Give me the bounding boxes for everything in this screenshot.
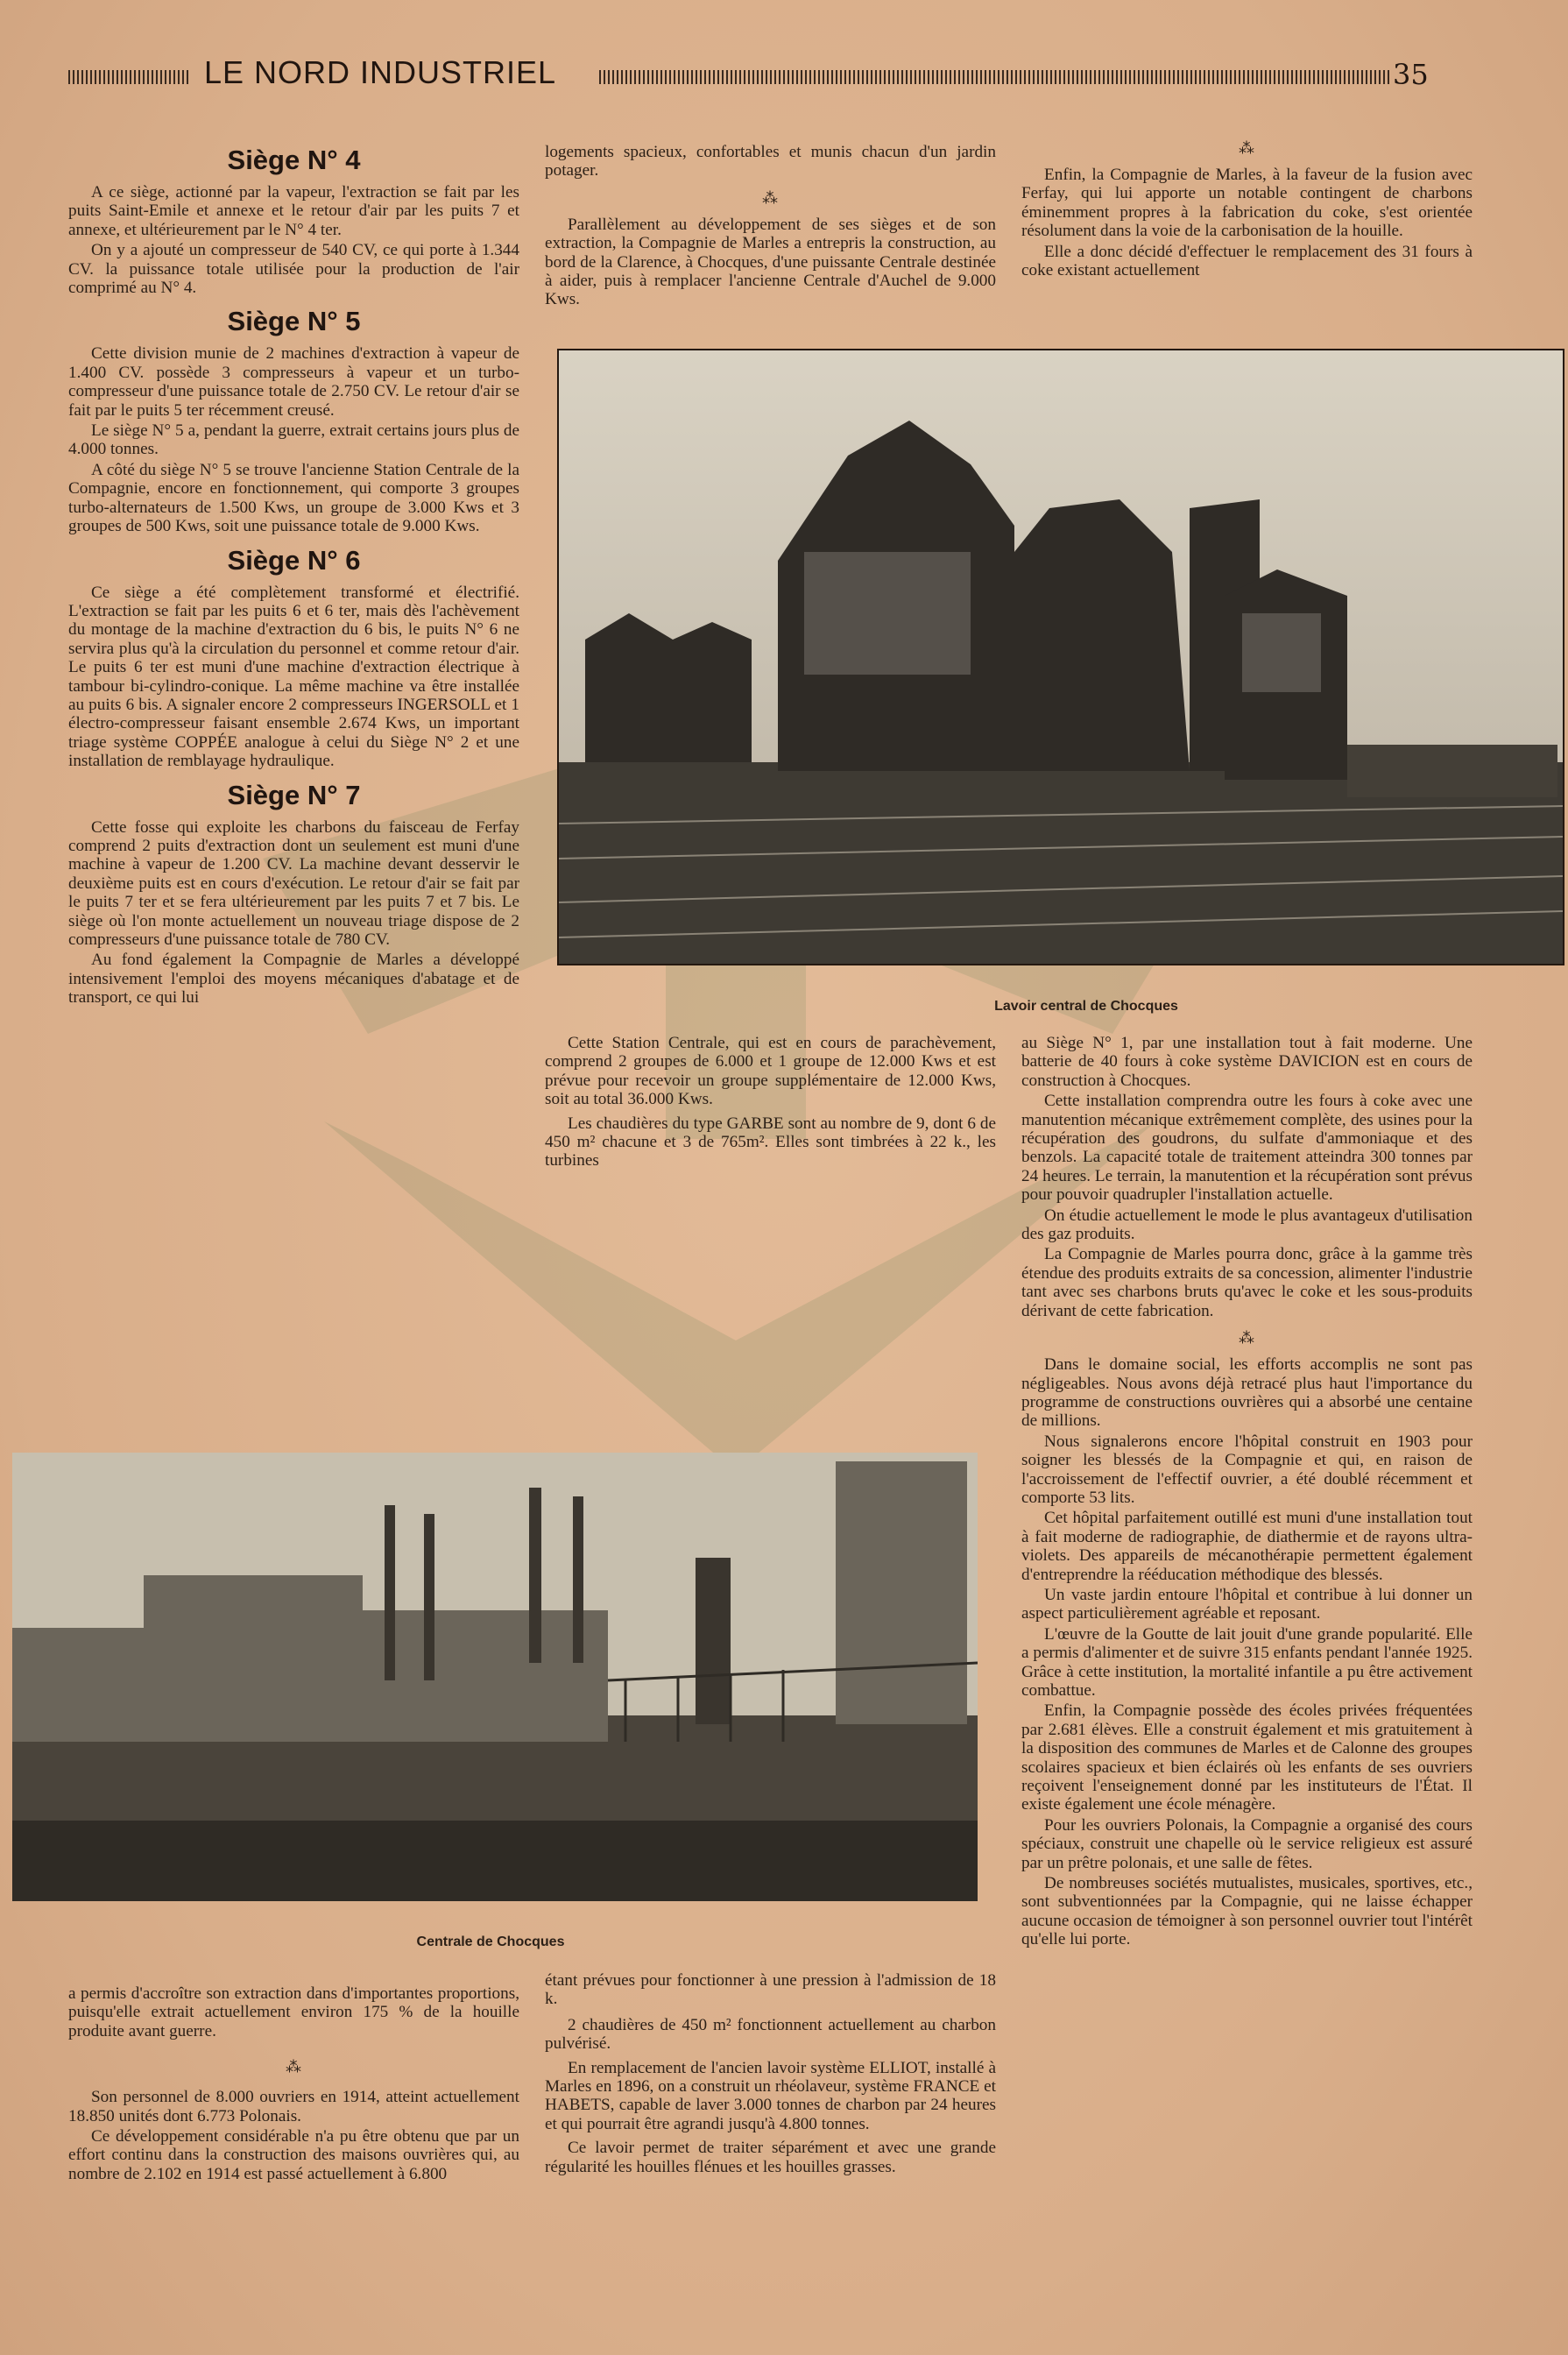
paragraph: Pour les ouvriers Polonais, la Compagnie a organisé des cours spéciaux, construit une chapelle où le service religieux est assuré par un prêtre polonais, et une salle de fêtes.	[1021, 1815, 1473, 1872]
paragraph: La Compagnie de Marles pourra donc, grâce à la gamme très étendue des produits extraits de sa concession, alimenter l'industrie tant avec ses charbons bruts qu'avec le coke et les sous-produits dérivant de cette fabrication.	[1021, 1245, 1473, 1320]
column-left-low	[68, 1984, 519, 2183]
paragraph: Au fond également la Compagnie de Marles a développé intensivement l'emploi des moyens mécaniques d'abatage et de transport, ce qui lui	[68, 951, 519, 1008]
column-middle-mid	[545, 1034, 996, 1170]
paragraph: logements spacieux, confortables et munis chacun d'un jardin potager.	[545, 143, 996, 180]
column-right-top	[1021, 139, 1473, 280]
separator-asterism: ⁂	[762, 188, 779, 207]
paragraph: Ce développement considérable n'a pu être obtenu que par un effort continu dans la construction des maisons ouvrières qui, au nombre de 2.102 en 1914 est passé actuellement à 6.800	[68, 2127, 519, 2183]
photo-caption: Lavoir central de Chocques	[994, 999, 1178, 1014]
paragraph: A côté du siège N° 5 se trouve l'ancienne Station Centrale de la Compagnie, encore en fonctionnement, qui comporte 3 groupes turbo-alternateurs de 1.500 Kws, un groupe de 3.000 Kws et 3 groupes de 500 Kws, soit une puissance totale de 9.000 Kws.	[68, 460, 519, 536]
separator-asterism: ⁂	[1239, 1329, 1255, 1347]
paragraph: Cette installation comprendra outre les fours à coke avec une manutention mécanique extrêmement complète, des usines pour la récupération des goudrons, du sulfate d'ammoniaque et des benzols. La capacité totale de traitement atteindra 300 tonnes par 24 heures. Le terrain, la manutention et la récupération sont prévus pour pouvoir quadrupler l'installation actuelle.	[1021, 1092, 1473, 1205]
heading-siege-4: Siège N° 4	[227, 145, 361, 175]
paragraph: En remplacement de l'ancien lavoir système ELLIOT, installé à Marles en 1896, on a construit un rhéolaveur, système FRANCE et HABETS, capable de laver 3.000 tonnes de charbon par 24 heures et qui pourrait être agrandi jusqu'à 4.800 tonnes.	[545, 2058, 996, 2133]
paragraph: Ce siège a été complètement transformé et électrifié. L'extraction se fait par les puits 6 et 6 ter, mais dès l'achèvement du montage de la machine d'extraction du 6 bis, le puits N° 6 ne servira plus qu'à la circulation du personnel et comme retour d'air. Le puits 6 ter est muni d'une machine d'extraction électrique à tambour bi-cylindro-conique. La même machine va être installée au puits 6 bis. A signaler encore 2 compresseurs INGERSOLL et 1 électro-compresseur faisant ensemble 2.674 Kws, un important triage système COPPÉE analogue à celui du Siège N° 2 et une installation de remblayage hydraulique.	[68, 583, 519, 771]
paragraph: a permis d'accroître son extraction dans d'importantes proportions, puisqu'elle extrait actuellement environ 175 % de la houille produite avant guerre.	[68, 1984, 519, 2040]
header-rule-right	[599, 70, 1391, 84]
paragraph: Les chaudières du type GARBE sont au nombre de 9, dont 6 de 450 m² chacune et 3 de 765m². Elles sont timbrées à 22 k., les turbines	[545, 1114, 996, 1170]
paragraph: On y a ajouté un compresseur de 540 CV, ce qui porte à 1.344 CV. la puissance totale utilisée pour la production de l'air comprimé au N° 4.	[68, 241, 519, 298]
paragraph: On étudie actuellement le mode le plus avantageux d'utilisation des gaz produits.	[1021, 1206, 1473, 1244]
paragraph: Nous signalerons encore l'hôpital construit en 1903 pour soigner les blessés de la Compagnie et qui, en raison de l'accroissement de l'effectif ouvrier, a été doublé récemment et comporte 53 lits.	[1021, 1432, 1473, 1507]
paragraph: De nombreuses sociétés mutualistes, musicales, sportives, etc., sont subventionnées par la Compagnie, qui ne laisse échapper aucune occasion de témoigner à son personnel ouvrier tout l'intérêt qu'elle lui porte.	[1021, 1874, 1473, 1949]
paragraph: Ce lavoir permet de traiter séparément et avec une grande régularité les houilles flénues et les houilles grasses.	[545, 2139, 996, 2176]
journal-title: LE NORD INDUSTRIEL	[204, 54, 557, 90]
paragraph: Parallèlement au développement de ses sièges et de son extraction, la Compagnie de Marles a entrepris la construction, au bord de la Clarence, à Chocques, d'une puissante Centrale destinée à aider, puis à remplacer l'ancienne Centrale d'Auchel de 9.000 Kws.	[545, 215, 996, 309]
paragraph: Cet hôpital parfaitement outillé est muni d'une installation tout à fait moderne de radiographie, de diathermie et de rayons ultra-violets. Des appareils de mécanothérapie permettent également d'entreprendre la rééducation méthodique des blessés.	[1021, 1509, 1473, 1584]
paragraph: Le siège N° 5 a, pendant la guerre, extrait certains jours plus de 4.000 tonnes.	[68, 421, 519, 459]
paragraph: A ce siège, actionné par la vapeur, l'extraction se fait par les puits Saint-Emile et annexe et le retour d'air par les puits 7 et annexe, et ultérieurement par le N° 4 ter.	[68, 183, 519, 239]
column-middle-low	[545, 1971, 996, 2176]
paragraph: Cette Station Centrale, qui est en cours de parachèvement, comprend 2 groupes de 6.000 et 1 groupe de 12.000 Kws et est prévue pour recevoir un groupe supplémentaire de 12.000 Kws, soit au total 36.000 Kws.	[545, 1034, 996, 1109]
heading-siege-7: Siège N° 7	[227, 779, 361, 810]
paragraph: Elle a donc décidé d'effectuer le remplacement des 31 fours à coke existant actuellement	[1021, 242, 1473, 280]
paragraph: Un vaste jardin entoure l'hôpital et contribue à lui donner un aspect particulièrement agréable et reposant.	[1021, 1585, 1473, 1623]
header-rule-left	[68, 70, 189, 84]
photo-centrale-chocques	[12, 1453, 978, 1901]
photo-lavoir-central	[557, 349, 1564, 965]
paragraph: Enfin, la Compagnie possède des écoles privées fréquentées par 2.681 élèves. Elle a construit également et mis gratuitement à la disposition des communes de Marles et de Calonne des groupes scolaires spacieux et bien éclairés où les enfants de ses ouvriers reçoivent l'enseignement donné par les instituteurs de l'État. Il existe également une école ménagère.	[1021, 1701, 1473, 1814]
column-middle-top	[545, 143, 996, 309]
paragraph: Son personnel de 8.000 ouvriers en 1914, atteint actuellement 18.850 unités dont 6.773 Polonais.	[68, 2088, 519, 2125]
paragraph: Cette division munie de 2 machines d'extraction à vapeur de 1.400 CV. possède 3 compresseurs à vapeur et un turbo-compresseur d'une puissance totale de 2.750 CV. Le retour d'air se fait par le puits 5 ter récemment creusé.	[68, 344, 519, 420]
paragraph: Cette fosse qui exploite les charbons du faisceau de Ferfay comprend 2 puits d'extraction dont un seulement est muni d'une machine à vapeur de 1.200 CV. La machine devant desservir le deuxième puits est en cours d'exécution. Le retour d'air se fait par le puits 7 ter et se fera ultérieurement par les puits 7 et 7 bis. Le siège où l'on monte actuellement un nouveau triage dispose de 2 compresseurs d'une puissance totale de 780 CV.	[68, 817, 519, 949]
paragraph: 2 chaudières de 450 m² fonctionnent actuellement au charbon pulvérisé.	[545, 2015, 996, 2054]
photo-caption: Centrale de Chocques	[416, 1934, 565, 1949]
paragraph: au Siège N° 1, par une installation tout à fait moderne. Une batterie de 40 fours à coke système DAVICION est en cours de construction à Chocques.	[1021, 1034, 1473, 1090]
separator-asterism: ⁂	[1239, 139, 1255, 157]
separator-asterism: ⁂	[286, 2058, 302, 2076]
paragraph: Dans le domaine social, les efforts accomplis ne sont pas négligeables. Nous avons déjà retracé plus haut l'importance du programme de constructions ouvrières qui a absorbé une centaine de millions.	[1021, 1355, 1473, 1431]
page-number: 35	[1393, 58, 1429, 91]
paragraph: étant prévues pour fonctionner à une pression à l'admission de 18 k.	[545, 1971, 996, 2009]
paragraph: Enfin, la Compagnie de Marles, à la faveur de la fusion avec Ferfay, qui lui apporte un notable contingent de charbons éminemment propres à la fabrication du coke, s'est orientée résolument dans la voie de la carbonisation de la houille.	[1021, 166, 1473, 241]
page-header	[68, 54, 1475, 96]
column-left-top	[68, 136, 519, 1008]
paragraph: L'œuvre de la Goutte de lait jouit d'une grande popularité. Elle a permis d'alimenter et de suivre 315 enfants pendant l'année 1925. Grâce à cette institution, la mortalité infantile a pu être activement combattue.	[1021, 1624, 1473, 1700]
column-right-mid	[1021, 1034, 1473, 1949]
heading-siege-6: Siège N° 6	[227, 544, 361, 576]
heading-siege-5: Siège N° 5	[227, 306, 361, 337]
